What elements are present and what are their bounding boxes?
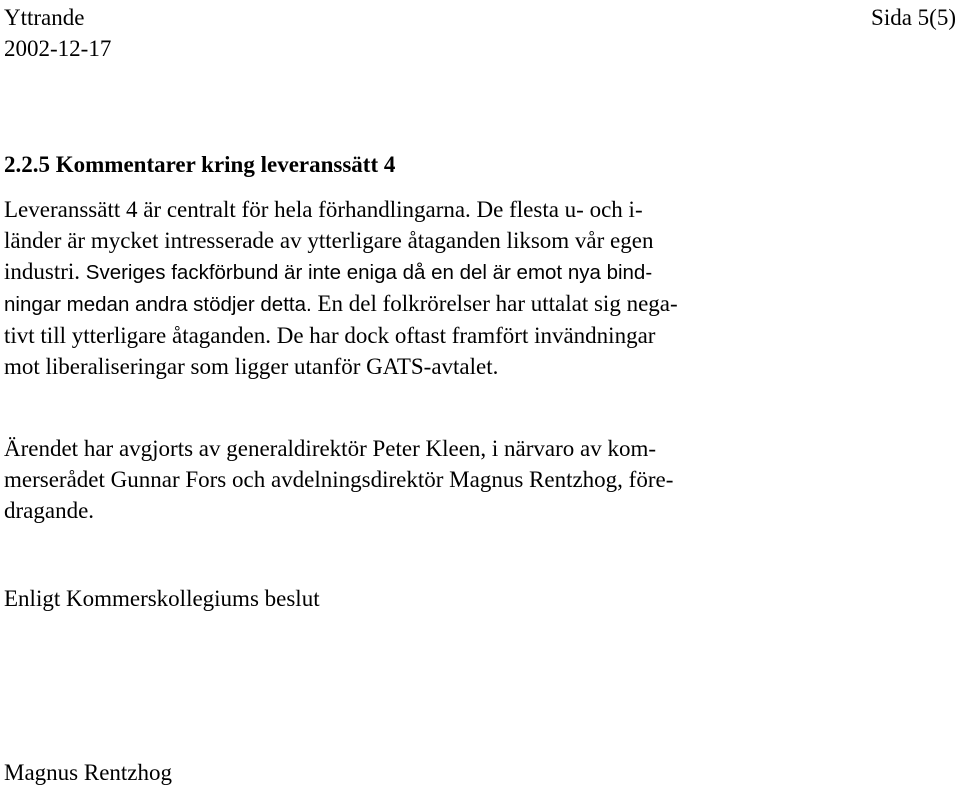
paragraph-line: Ärendet har avgjorts av generaldirektör Peter Kleen, i närvaro av kom- (4, 436, 657, 461)
signatory-name: Magnus Rentzhog (4, 760, 173, 785)
document-date: 2002-12-17 (4, 36, 112, 61)
decision-statement: Enligt Kommerskollegiums beslut (4, 586, 320, 611)
paragraph-line-sans-segment: Sveriges fackförbund är inte eniga då en del är emot nya bind- (85, 261, 653, 284)
paragraph-line: Leveranssätt 4 är centralt för hela förhandlingarna. De flesta u- och i- (4, 197, 643, 222)
paragraph-line: merserådet Gunnar Fors och avdelningsdirektör Magnus Rentzhog, före- (4, 467, 674, 492)
section-heading: 2.2.5 Kommentarer kring leveranssätt 4 (4, 152, 396, 177)
paragraph-line (4, 288, 954, 320)
section-paragraph (4, 194, 954, 382)
closing-paragraph (4, 433, 954, 526)
paragraph-line: tivt till ytterligare åtaganden. De har dock oftast framfört invändningar (4, 323, 656, 348)
document-type: Yttrande (4, 5, 85, 30)
document-header (4, 2, 111, 64)
paragraph-line-sans-segment: ningar medan andra stödjer detta. (4, 293, 312, 316)
paragraph-line (4, 256, 954, 288)
paragraph-line-serif-segment: industri. (4, 259, 86, 284)
paragraph-line-serif-segment: En del folkrörelser har uttalat sig nega- (311, 291, 678, 316)
paragraph-line: dragande. (4, 498, 95, 523)
paragraph-line: länder är mycket intresserade av ytterligare åtaganden liksom vår egen (4, 228, 654, 253)
page-number: Sida 5(5) (871, 5, 956, 30)
paragraph-line: mot liberaliseringar som ligger utanför GATS-avtalet. (4, 354, 499, 379)
